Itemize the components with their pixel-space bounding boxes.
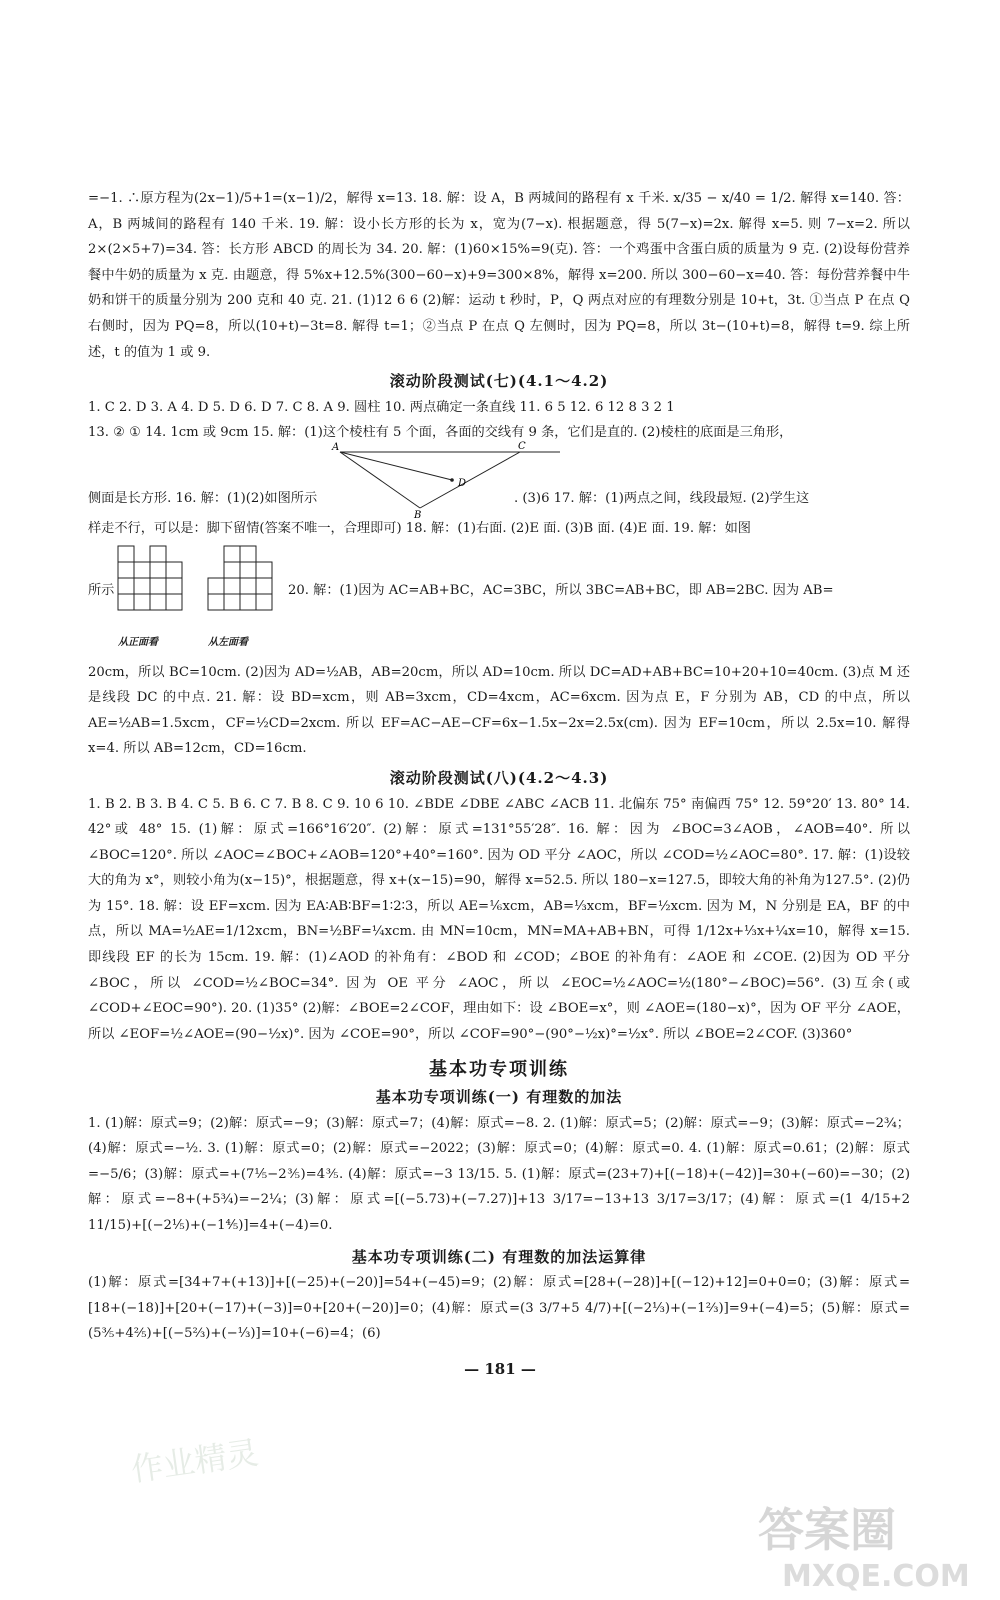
svg-text:作业精灵: 作业精灵 [128,1433,261,1489]
answer-paragraph-test-8: 1. B 2. B 3. B 4. C 5. B 6. C 7. B 8. C 9. 10 6 10. ∠BDE ∠DBE ∠ABC ∠ACB 11. 北偏东 75° 南偏西 75° 12. 59°20′ 13. 80° 14. 42°或 48° 15. (1)解：原式=166°16′20″. (2)解：原式=131°55′28″. 16. 解：因为 ∠BOC=3∠AOB，∠AOB=40°. 所以 ∠BOC=120°. 所以 ∠AOC=∠BOC+∠AOB=120°+40°=160°. 因为 OD 平分 ∠AOC，所以 ∠COD=½∠AOC=80°. 17. 解：(1)设较大的角为 x°，则较小角为(x−15)°，根据题意，得 x+(x−15)=90，解得 x=52.5. 所以 180−x=127.5，即较大角的补角为127.5°. (2)仍为 15°. 18. 解：设 EF=xcm. 因为 EA∶AB∶BF=1∶2∶3，所以 AE=⅙xcm，AB=⅓xcm，BF=½xcm. 因为 M，N 分别是 EA，BF 的中点，所以 MA=½AE=1/12xcm，BN=½BF=¼xcm. 由 MN=10cm，MN=MA+AB+BN，可得 1/12x+⅓x+¼x=10，解得 x=15. 即线段 EF 的长为 15cm. 19. 解：(1)∠AOD 的补角有：∠BOD 和 ∠COD；∠BOE 的补角有：∠AOE 和 ∠COE. (2)因为 OD 平分 ∠BOC，所以 ∠COD=½∠BOC=34°. 因为 OE 平分 ∠AOC，所以 ∠EOC=½∠AOC=½(180°−∠BOC)=56°. (3)互余(或 ∠COD+∠EOC=90°). 20. (1)35° (2)解：∠BOE=2∠COF，理由如下：设 ∠BOE=x°，则 ∠AOE=(180−x)°，因为 OF 平分 ∠AOE，所以 ∠EOF=½∠AOE=(90−½x)°. 因为 ∠COE=90°，所以 ∠COF=90°−(90°−½x)°=½x°. 所以 ∠BOE=2∠COF. (3)360° [88,796,910,1042]
watermark-stamp [110,1420,310,1490]
caption-front-view: 从正面看 [118,636,158,648]
answer-paragraph-top: =−1. ∴原方程为(2x−1)/5+1=(x−1)/2，解得 x=13. 18. 解：设 A，B 两城间的路程有 x 千米. x/35 − x/40 = 1/2. 解得 x=140. 答：A，B 两城间的路程有 140 千米. 19. 解：设小长方形的长为 x，宽为(7−x). 根据题意，得 5(7−x)=2x. 解得 x=5. 则 7−x=2. 所以 2×(2×5+7)=34. 答：长方形 ABCD 的周长为 34. 20. 解：(1)60×15%=9(克). 答：一个鸡蛋中含蛋白质的质量为 9 克. (2)设每份营养餐中牛奶的质量为 x 克. 由题意，得 5%x+12.5%(300−60−x)+9=300×8%，解得 x=200. 所以 300−60−x=40. 答：每份营养餐中牛奶和饼干的质量分别为 200 克和 40 克. 21. (1)12 6 6 (2)解：运动 t 秒时，P，Q 两点对应的有理数分别是 10+t，3t. ①当点 P 在点 Q 右侧时，因为 PQ=8，所以(10+t)−3t=8. 解得 t=1；②当点 P 在点 Q 左侧时，因为 PQ=8，所以 3t−(10+t)=8，解得 t=9. 综上所述，t 的值为 1 或 9. [88,191,910,360]
svg-text:答案圈: 答案圈 [758,1503,896,1557]
basic-training-2-answers: (1)解：原式=[34+7+(+13)]+[(−25)+(−20)]=54+(−45)=9；(2)解：原式=[28+(−28)]+[(−12)+12]=0+0=0；(3)解：原式=[18+(−18)]+[20+(−17)+(−3)]=0+[20+(−20)]=0；(4)解：原式=(3 3/7+5 4/7)+[(−2⅓)+(−1⅔)]=9+(−4)=5；(5)解：原式=(5⅗+4⅖)+[(−5⅔)+(−⅓)]=10+(−6)=4；(6) [88,1275,910,1342]
caption-left-view: 从左面看 [208,636,248,648]
answer-text-20: 20. 解：(1)因为 AC=AB+BC，AC=3BC，所以 3BC=AB+BC，即 AB=2BC. 因为 AB= [288,582,834,598]
basic-training-title: 基本功专项训练 [429,1059,569,1081]
site-logo [752,1488,992,1593]
section-title-test-7: 滚动阶段测试(七)(4.1～4.2) [389,372,609,391]
front-view-figure [114,542,186,628]
svg-text:MXQE.COM: MXQE.COM [782,1559,970,1594]
figure-row-segment [88,440,910,521]
basic-training-2-title: 基本功专项训练(二) 有理数的加法运算律 [351,1247,647,1266]
page-number: — 181 — [464,1360,536,1378]
section-title-test-8: 滚动阶段测试(八)(4.2～4.3) [389,768,609,787]
answer-text-16a: 侧面是长方形. 16. 解：(1)(2)如图所示 [88,490,318,506]
point-label-b: B [414,509,422,521]
point-label-c: C [518,440,526,452]
content-column [88,186,910,1347]
answers-line-1: 1. C 2. D 3. A 4. D 5. D 6. D 7. C 8. A 9. 圆柱 10. 两点确定一条直线 11. 6 5 12. 6 12 8 3 2 1 [88,399,675,415]
answers-line-2: 13. ② ① 14. 1cm 或 9cm 15. 解：(1)这个棱柱有 5 个面，各面的交线有 9 条，它们是直的. (2)棱柱的底面是三角形， [88,425,793,441]
point-label-d: D [458,477,467,489]
answer-paragraph-20-21: 20cm，所以 BC=10cm. (2)因为 AD=½AB，AB=20cm，所以 AD=10cm. 所以 DC=AD+AB+BC=10+20+10=40cm. (3)点 M 还是线段 DC 的中点. 21. 解：设 BD=xcm，则 AB=3xcm，CD=4xcm，AC=6xcm. 因为点 E，F 分别为 AB，CD 的中点，所以 AE=½AB=1.5xcm，CF=½CD=2xcm. 所以 EF=AC−AE−CF=6x−1.5x−2x=2.5x(cm). 因为 EF=10cm，所以 2.5x=10. 解得 x=4. 所以 AB=12cm，CD=16cm. [88,664,910,757]
basic-training-1-answers: 1. (1)解：原式=9；(2)解：原式=−9；(3)解：原式=7；(4)解：原式=−8. 2. (1)解：原式=5；(2)解：原式=−9；(3)解：原式=−2¾；(4)解：原式=−½. 3. (1)解：原式=0；(2)解：原式=−2022；(3)解：原式=0；(4)解：原式=0. 4. (1)解：原式=0.61；(2)解：原式=−5/6；(3)解：原式=+(7⅕−2⅗)=4⅗. (4)解：原式=−3 13/15. 5. (1)解：原式=(23+7)+[(−18)+(−42)]=30+(−60)=−30；(2)解：原式=−8+(+5¾)=−2¼；(3)解：原式=[(−5.73)+(−7.27)]+13 3/17=−13+13 3/17=3/17；(4)解：原式=(1 4/15+2 11/15)+[(−2⅕)+(−1⅘)]=4+(−4)=0. [88,1115,910,1233]
point-label-a: A [332,441,340,453]
left-view-figure [204,542,276,628]
basic-training-1-title: 基本功专项训练(一) 有理数的加法 [375,1088,623,1107]
cube-views-row [88,542,910,660]
answer-text-19: 所示 [88,582,115,598]
answer-text-16b: . (3)6 17. 解：(1)两点之间，线段最短. (2)学生这 [514,490,810,506]
answers-line-4: 样走不行，可以是：脚下留情(答案不唯一，合理即可) 18. 解：(1)右面. (2)E 面. (3)B 面. (4)E 面. 19. 解：如图 [88,520,751,536]
